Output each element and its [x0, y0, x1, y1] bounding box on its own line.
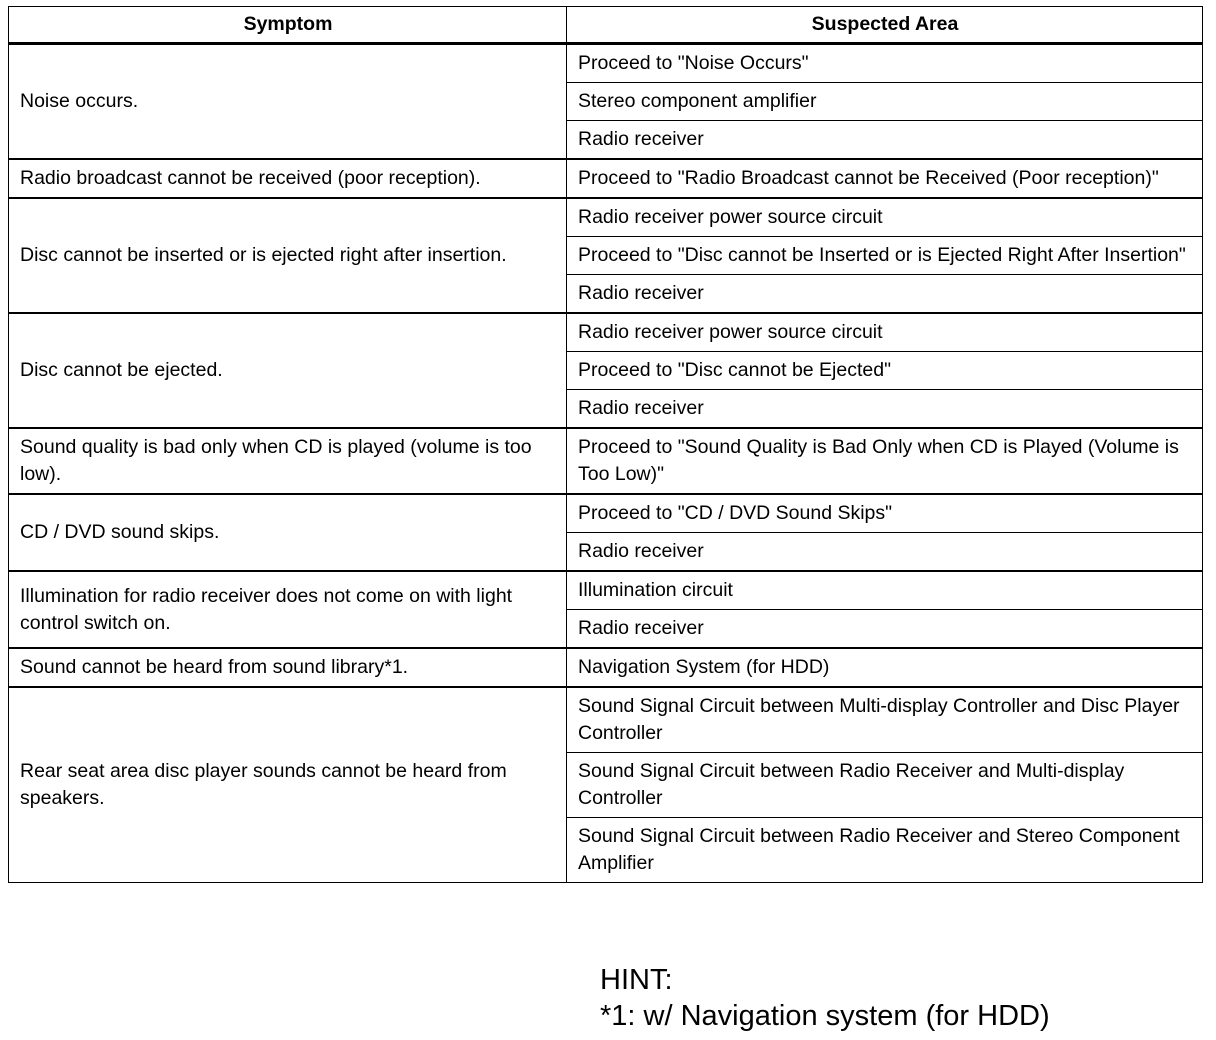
table-row — [9, 428, 1203, 494]
symptom-cell: Sound quality is bad only when CD is played (volume is too low). — [9, 428, 567, 494]
suspected-area-cell: Radio receiver — [567, 390, 1203, 429]
symptom-cell: CD / DVD sound skips. — [9, 494, 567, 571]
suspected-area-cell: Navigation System (for HDD) — [567, 648, 1203, 687]
hint-title: HINT: — [600, 964, 673, 996]
table-row — [9, 571, 1203, 610]
suspected-area-cell: Radio receiver — [567, 275, 1203, 314]
table-row — [9, 44, 1203, 83]
suspected-area-cell: Proceed to "Radio Broadcast cannot be Received (Poor reception)" — [567, 159, 1203, 198]
table-row — [9, 687, 1203, 753]
suspected-area-cell: Radio receiver — [567, 121, 1203, 160]
table-row — [9, 159, 1203, 198]
header-symptom: Symptom — [9, 7, 567, 44]
suspected-area-cell: Radio receiver — [567, 610, 1203, 649]
suspected-area-cell: Sound Signal Circuit between Multi-display Controller and Disc Player Controller — [567, 687, 1203, 753]
suspected-area-cell: Radio receiver power source circuit — [567, 313, 1203, 352]
suspected-area-cell: Sound Signal Circuit between Radio Receiver and Stereo Component Amplifier — [567, 818, 1203, 883]
table-row — [9, 648, 1203, 687]
suspected-area-cell: Radio receiver — [567, 533, 1203, 572]
suspected-area-cell: Proceed to "CD / DVD Sound Skips" — [567, 494, 1203, 533]
suspected-area-cell: Proceed to "Disc cannot be Inserted or is Ejected Right After Insertion" — [567, 237, 1203, 275]
table-body — [9, 44, 1203, 883]
suspected-area-cell: Proceed to "Sound Quality is Bad Only when CD is Played (Volume is Too Low)" — [567, 428, 1203, 494]
symptom-cell: Noise occurs. — [9, 44, 567, 160]
header-row — [9, 7, 1203, 44]
symptom-cell: Illumination for radio receiver does not come on with light control switch on. — [9, 571, 567, 648]
table-row — [9, 198, 1203, 237]
symptom-table — [8, 6, 1203, 883]
symptom-cell: Rear seat area disc player sounds cannot be heard from speakers. — [9, 687, 567, 883]
header-suspected-area: Suspected Area — [567, 7, 1203, 44]
symptom-cell: Disc cannot be inserted or is ejected right after insertion. — [9, 198, 567, 313]
table-row — [9, 313, 1203, 352]
symptom-cell: Radio broadcast cannot be received (poor reception). — [9, 159, 567, 198]
suspected-area-cell: Proceed to "Disc cannot be Ejected" — [567, 352, 1203, 390]
table-row — [9, 494, 1203, 533]
suspected-area-cell: Radio receiver power source circuit — [567, 198, 1203, 237]
symptom-cell: Disc cannot be ejected. — [9, 313, 567, 428]
hint-block — [600, 962, 1050, 1034]
suspected-area-cell: Illumination circuit — [567, 571, 1203, 610]
symptom-cell: Sound cannot be heard from sound library*1. — [9, 648, 567, 687]
suspected-area-cell: Stereo component amplifier — [567, 83, 1203, 121]
suspected-area-cell: Sound Signal Circuit between Radio Receiver and Multi-display Controller — [567, 753, 1203, 818]
hint-note: *1: w/ Navigation system (for HDD) — [600, 1000, 1050, 1032]
suspected-area-cell: Proceed to "Noise Occurs" — [567, 44, 1203, 83]
